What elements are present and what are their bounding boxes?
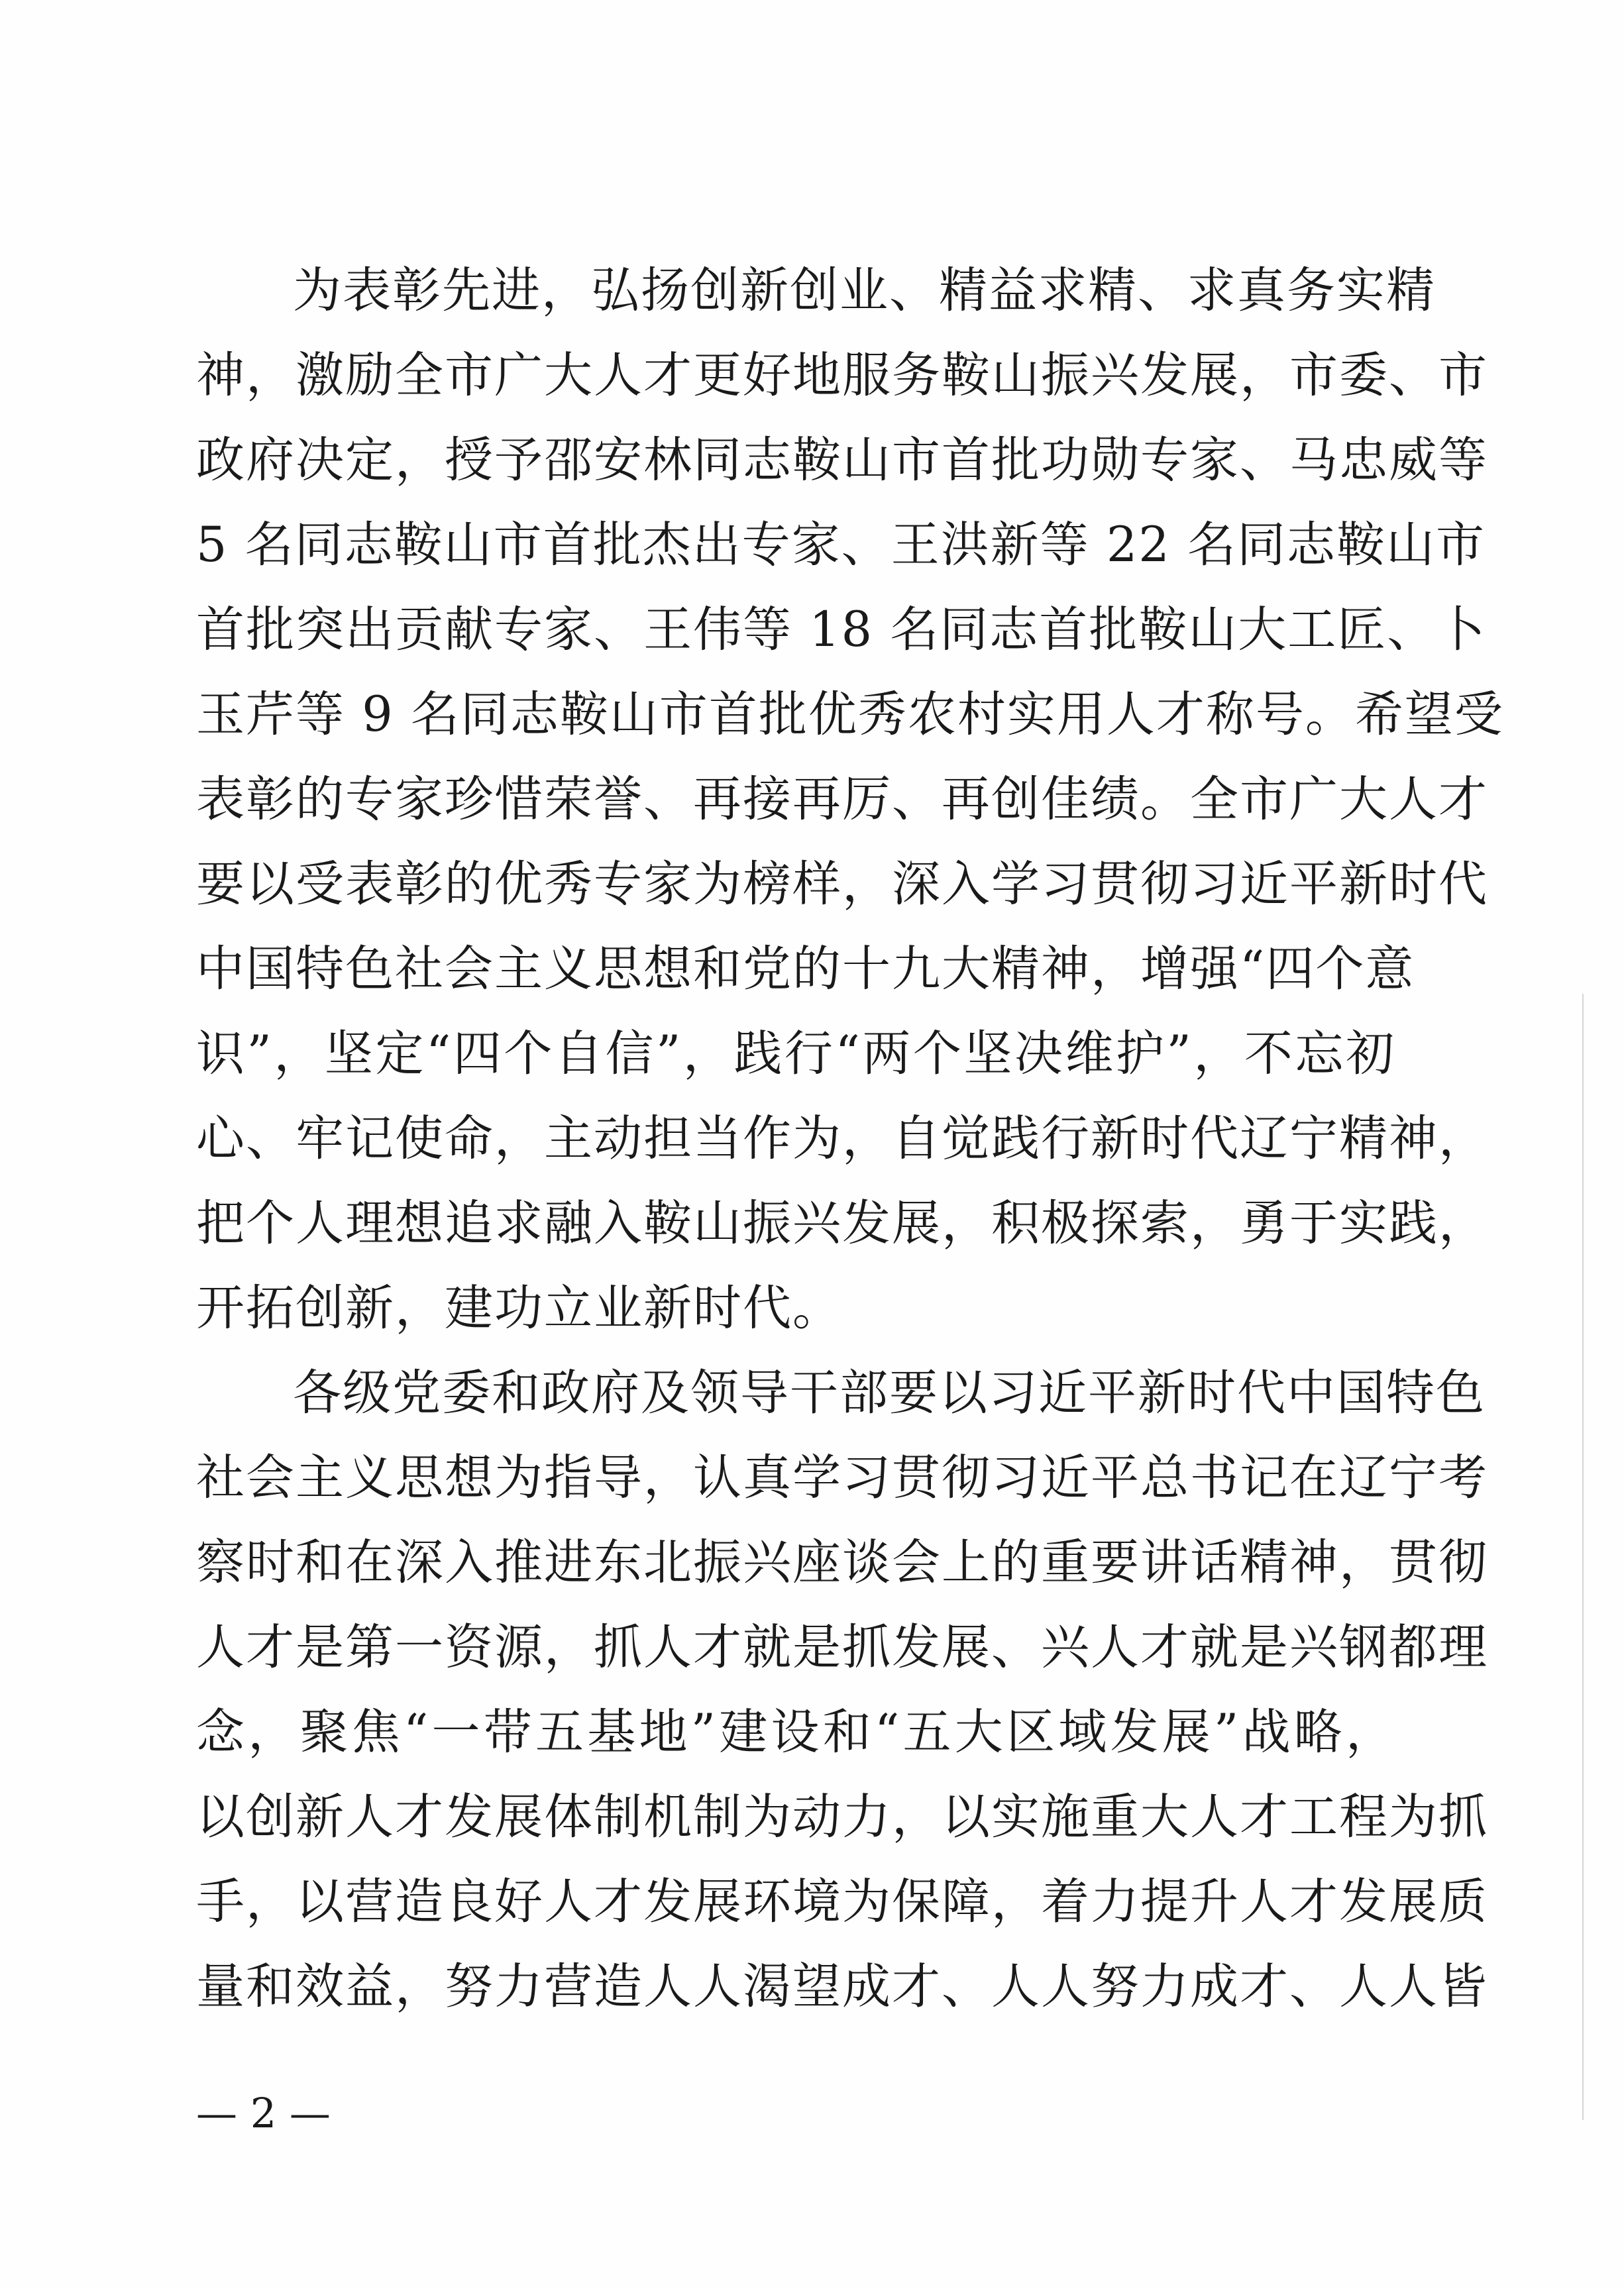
- scan-artifact-line: [1582, 994, 1584, 2120]
- text-line: 识”，坚定“四个自信”，践行“两个坚决维护”，不忘初: [196, 1026, 1395, 1082]
- text-line: 把个人理想追求融入鞍山振兴发展，积极探索，勇于实践，: [196, 1195, 1488, 1251]
- text-line: 5 名同志鞍山市首批杰出专家、王洪新等 22 名同志鞍山市: [196, 517, 1486, 573]
- text-line: 要以受表彰的优秀专家为榜样，深入学习贯彻习近平新时代: [196, 856, 1488, 912]
- text-line: 表彰的专家珍惜荣誉、再接再厉、再创佳绩。全市广大人才: [196, 771, 1488, 827]
- text-line: 首批突出贡献专家、王伟等 18 名同志首批鞍山大工匠、卜: [196, 602, 1487, 658]
- text-line: 各级党委和政府及领导干部要以习近平新时代中国特色: [293, 1365, 1486, 1421]
- paragraph-1: [196, 248, 1504, 1351]
- text-line: 念，聚焦“一带五基地”建设和“五大区域发展”战略，: [196, 1704, 1395, 1760]
- text-line: 为表彰先进，弘扬创新创业、精益求精、求真务实精: [293, 262, 1436, 319]
- text-line: 量和效益，努力营造人人渴望成才、人人努力成才、人人皆: [196, 1958, 1488, 2015]
- text-line: 社会主义思想为指导，认真学习贯彻习近平总书记在辽宁考: [196, 1450, 1488, 1506]
- text-line: 中国特色社会主义思想和党的十九大精神，增强“四个意: [196, 941, 1415, 997]
- page-number: — 2 —: [196, 2089, 331, 2137]
- text-line: 神，激励全市广大人才更好地服务鞍山振兴发展，市委、市: [196, 347, 1488, 403]
- text-line: 政府决定，授予邵安林同志鞍山市首批功勋专家、马忠威等: [196, 432, 1488, 488]
- text-line: 人才是第一资源，抓人才就是抓发展、兴人才就是兴钢都理: [196, 1619, 1488, 1676]
- body-text: [196, 248, 1504, 2029]
- text-line: 心、牢记使命，主动担当作为，自觉践行新时代辽宁精神，: [196, 1110, 1488, 1167]
- text-line: 手，以营造良好人才发展环境为保障，着力提升人才发展质: [196, 1874, 1488, 1930]
- paragraph-2: [196, 1351, 1488, 2029]
- text-line: 开拓创新，建功立业新时代。: [196, 1280, 842, 1336]
- text-line: 以创新人才发展体制机制为动力，以实施重大人才工程为抓: [196, 1789, 1488, 1845]
- text-line: 玉芹等 9 名同志鞍山市首批优秀农村实用人才称号。希望受: [196, 686, 1504, 743]
- text-line: 察时和在深入推进东北振兴座谈会上的重要讲话精神，贯彻: [196, 1534, 1488, 1591]
